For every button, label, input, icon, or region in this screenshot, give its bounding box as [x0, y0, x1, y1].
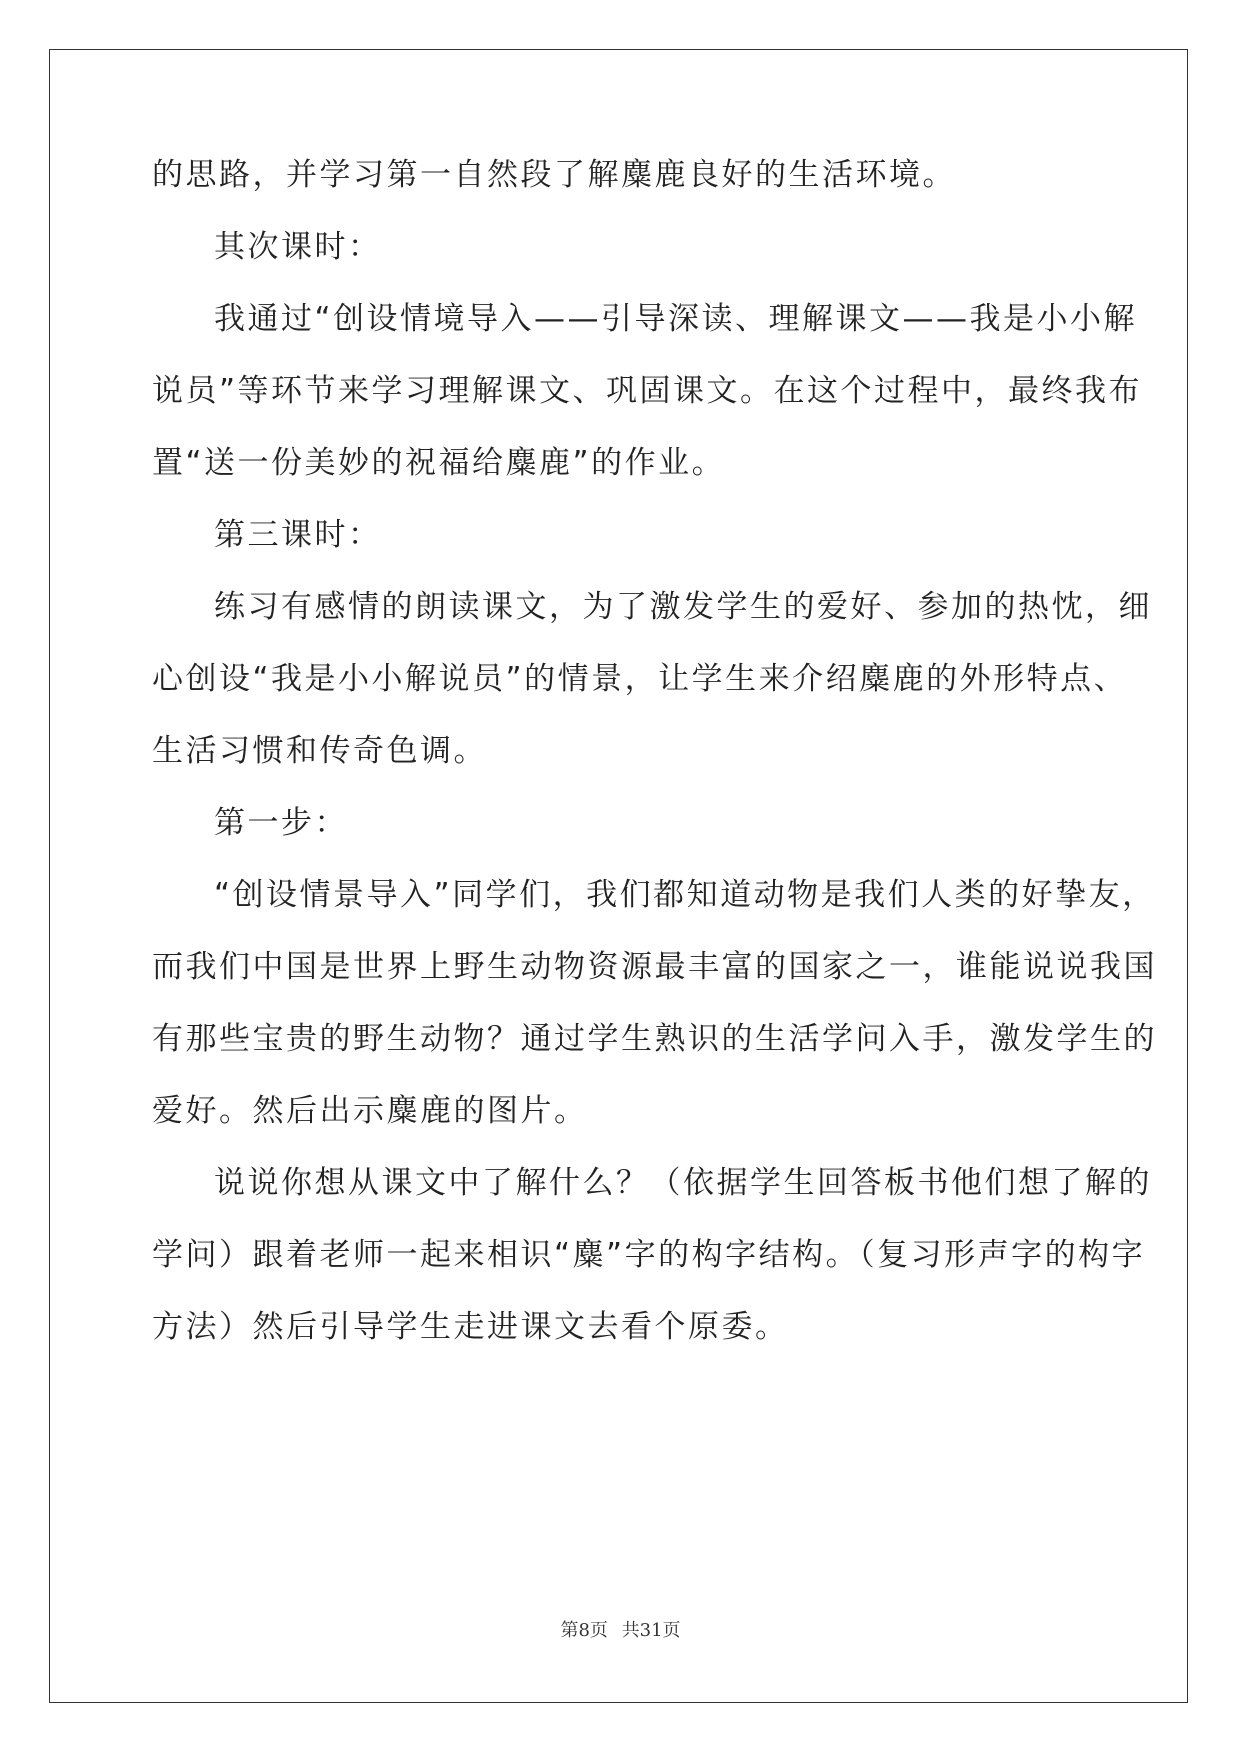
page-footer	[0, 1616, 1241, 1642]
paragraph-line: 学问）跟着老师一起来相识“麋”字的构字结构。（复习形声字的构字	[152, 1237, 1146, 1273]
paragraph-line: 说说你想从课文中了解什么？（依据学生回答板书他们想了解的	[214, 1165, 1152, 1201]
paragraph-line: 心创设“我是小小解说员”的情景，让学生来介绍麋鹿的外形特点、	[152, 661, 1128, 697]
paragraph-line: 我通过“创设情境导入——引导深读、理解课文——我是小小解	[214, 301, 1138, 337]
section-heading: 第三课时：	[214, 517, 382, 553]
page-number: 第8页	[560, 1620, 608, 1641]
paragraph-line: 有那些宝贵的野生动物？通过学生熟识的生活学问入手，激发学生的	[152, 1021, 1157, 1057]
paragraph-line: “创设情景导入”同学们，我们都知道动物是我们人类的好挚友，	[214, 877, 1156, 913]
page-total: 共31页	[621, 1620, 681, 1641]
paragraph-line: 说员”等环节来学习理解课文、巩固课文。在这个过程中，最终我布	[152, 373, 1143, 409]
paragraph-line: 生活习惯和传奇色调。	[152, 733, 487, 769]
paragraph-line: 练习有感情的朗读课文，为了激发学生的爱好、参加的热忱，细	[214, 589, 1152, 625]
paragraph-line: 的思路，并学习第一自然段了解麋鹿良好的生活环境。	[152, 157, 956, 193]
section-heading: 第一步：	[214, 805, 348, 841]
paragraph-line: 方法）然后引导学生走进课文去看个原委。	[152, 1309, 789, 1345]
paragraph-line: 置“送一份美妙的祝福给麋鹿”的作业。	[152, 445, 726, 481]
section-heading: 其次课时：	[214, 229, 382, 265]
paragraph-line: 爱好。然后出示麋鹿的图片。	[152, 1093, 588, 1129]
paragraph-line: 而我们中国是世界上野生动物资源最丰富的国家之一，谁能说说我国	[152, 949, 1157, 985]
